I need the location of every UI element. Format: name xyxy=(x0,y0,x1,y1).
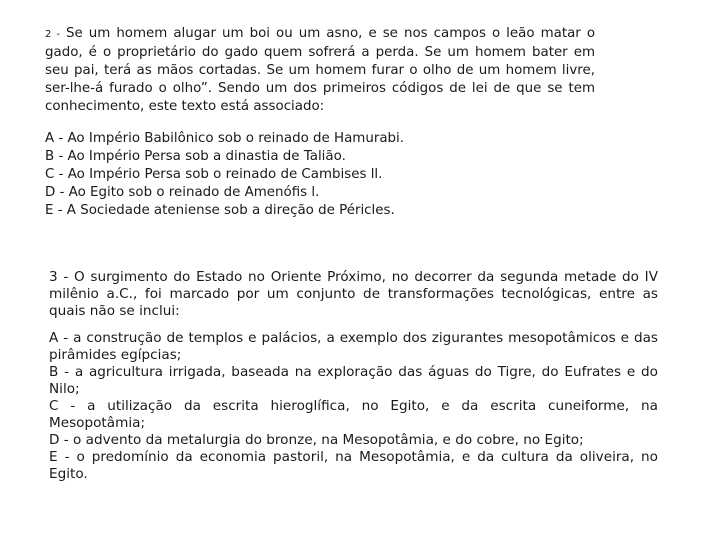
question-2-option-a: A - Ao Império Babilônico sob o reinado de Hamurabi. xyxy=(45,131,405,146)
question-2-option-d: D - Ao Egito sob o reinado de Amenófis l. xyxy=(45,185,320,200)
question-2-stem xyxy=(45,25,595,116)
question-2-options xyxy=(45,130,595,220)
question-3-option-d: D - o advento da metalurgia do bronze, na Mesopotâmia, e do cobre, no Egito; xyxy=(49,432,584,448)
question-2-option-c: C - Ao Império Persa sob o reinado de Cambises ll. xyxy=(45,167,383,182)
question-2-option-e: E - A Sociedade ateniense sob a direção de Péricles. xyxy=(45,203,395,218)
question-3-option-b: B - a agricultura irrigada, baseada na exploração das águas do Tigre, do Eufrates e do Nilo; xyxy=(49,364,658,397)
question-2-text: Se um homem alugar um boi ou um asno, e se nos campos o leão matar o gado, é o proprietário do gado quem sofrerá a perda. Se um homem bater em seu pai, terá as mãos cortadas. Se um homem furar o olho de um homem livre, ser-lhe-á furado o olho”. Sendo um dos primeiros códigos de lei de que se tem conhecimento, este texto está associado: xyxy=(45,26,596,114)
question-3-option-a: A - a construção de templos e palácios, a exemplo dos zigurantes mesopotâmicos e das pirâmides egípcias; xyxy=(49,330,658,363)
question-3 xyxy=(49,269,658,483)
question-3-stem: 3 - O surgimento do Estado no Oriente Próximo, no decorrer da segunda metade do IV milênio a.C., foi marcado por um conjunto de transformações tecnológicas, entre as quais não se inclui: xyxy=(49,269,658,319)
question-3-option-e: E - o predomínio da economia pastoril, na Mesopotâmia, e da cultura da oliveira, no Egito. xyxy=(49,449,658,482)
question-3-option-c: C - a utilização da escrita hieroglífica, no Egito, e da escrita cuneiforme, na Mesopotâmia; xyxy=(49,398,658,431)
question-2 xyxy=(45,25,595,220)
question-2-number: 2 - xyxy=(45,29,60,40)
question-3-options xyxy=(49,330,658,483)
question-2-option-b: B - Ao Império Persa sob a dinastia de Talião. xyxy=(45,149,346,164)
